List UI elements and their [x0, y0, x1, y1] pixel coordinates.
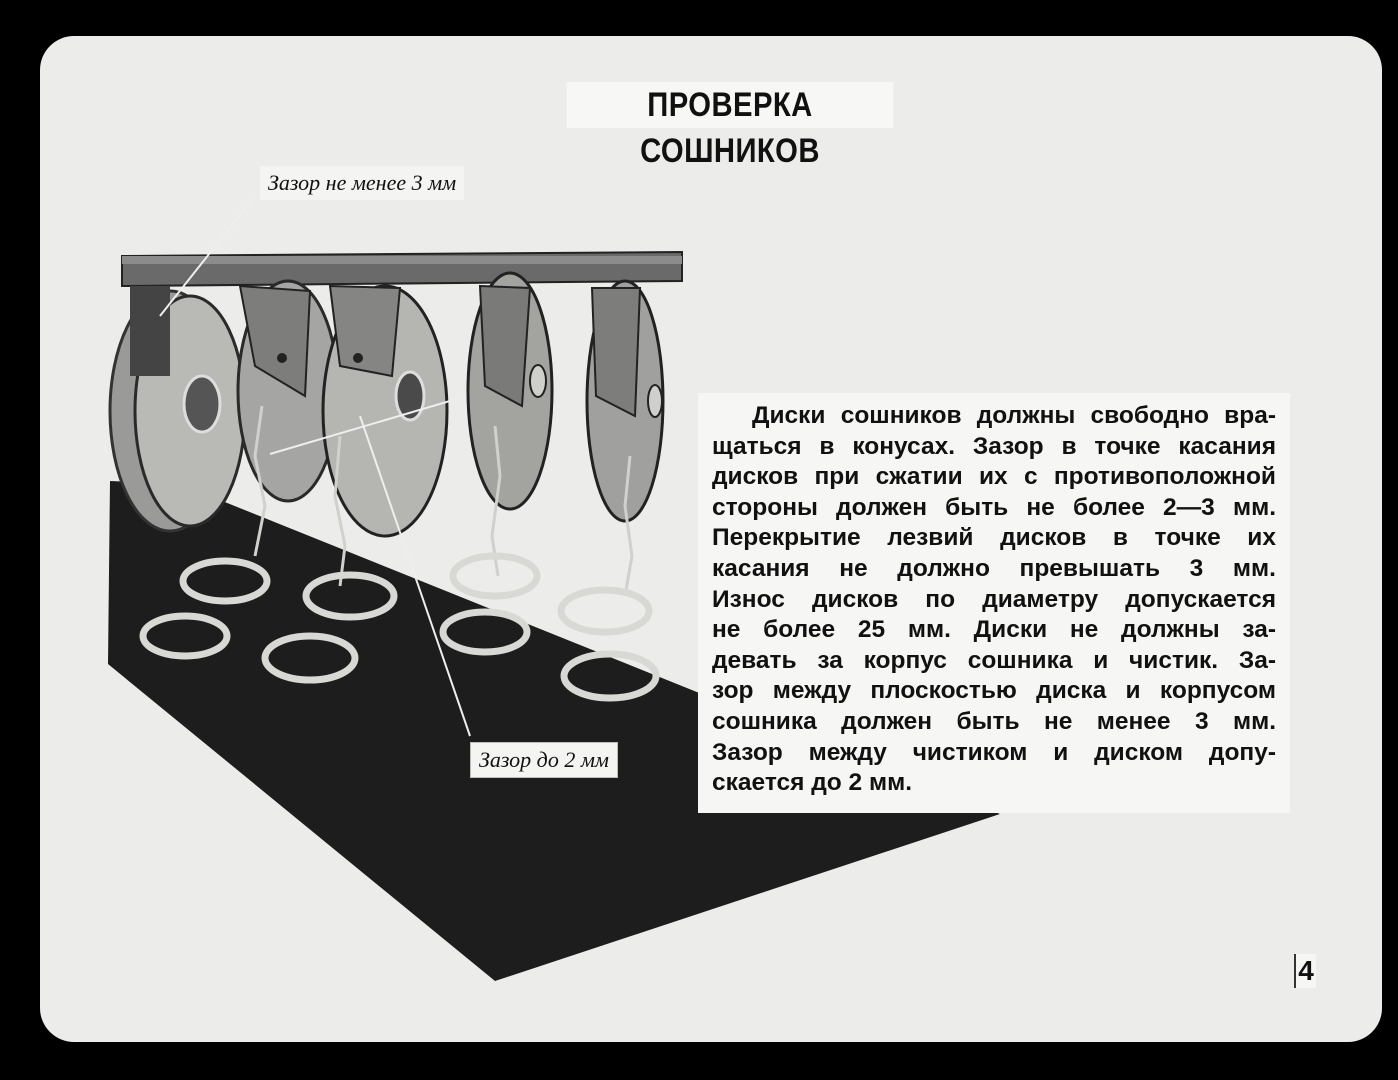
- disc-4: [468, 273, 552, 509]
- text-line: Износ дисков по диаметру допускается: [712, 585, 1276, 613]
- callout-gap-up-to-2mm: Зазор до 2 мм: [470, 742, 618, 778]
- text-line: дисков при сжатии их с противоположной: [712, 463, 1276, 491]
- callout-gap-min-3mm: Зазор не менее 3 мм: [260, 166, 464, 200]
- text-line: девать за корпус сошника и чистик. За-: [712, 646, 1276, 674]
- text-line: сошника должен быть не менее 3 мм.: [712, 707, 1276, 735]
- page-number: 4: [1294, 954, 1316, 988]
- slide: [40, 36, 1382, 1042]
- disc-3: [323, 286, 447, 536]
- disc-1: [110, 286, 245, 531]
- disc-5: [587, 281, 663, 521]
- text-line: щаться в конусах. Зазор в точке касания: [712, 432, 1276, 460]
- instruction-text: [698, 393, 1290, 813]
- text-line: скается до 2 мм.: [712, 769, 913, 797]
- text-line: Зазор между чистиком и диском допу-: [712, 738, 1276, 766]
- text-line: не более 25 мм. Диски не должны за-: [712, 616, 1276, 644]
- text-line: Диски сошников должны свободно вра-: [752, 402, 1276, 429]
- page-title: ПРОВЕРКА СОШНИКОВ: [567, 82, 894, 128]
- text-line: касания не должно превышать 3 мм.: [712, 554, 1276, 582]
- text-line: стороны должен быть не более 2—3 мм.: [712, 493, 1276, 521]
- text-line: зор между плоскостью диска и корпусом: [712, 677, 1276, 705]
- text-line: Перекрытие лезвий дисков в точке их: [712, 524, 1276, 552]
